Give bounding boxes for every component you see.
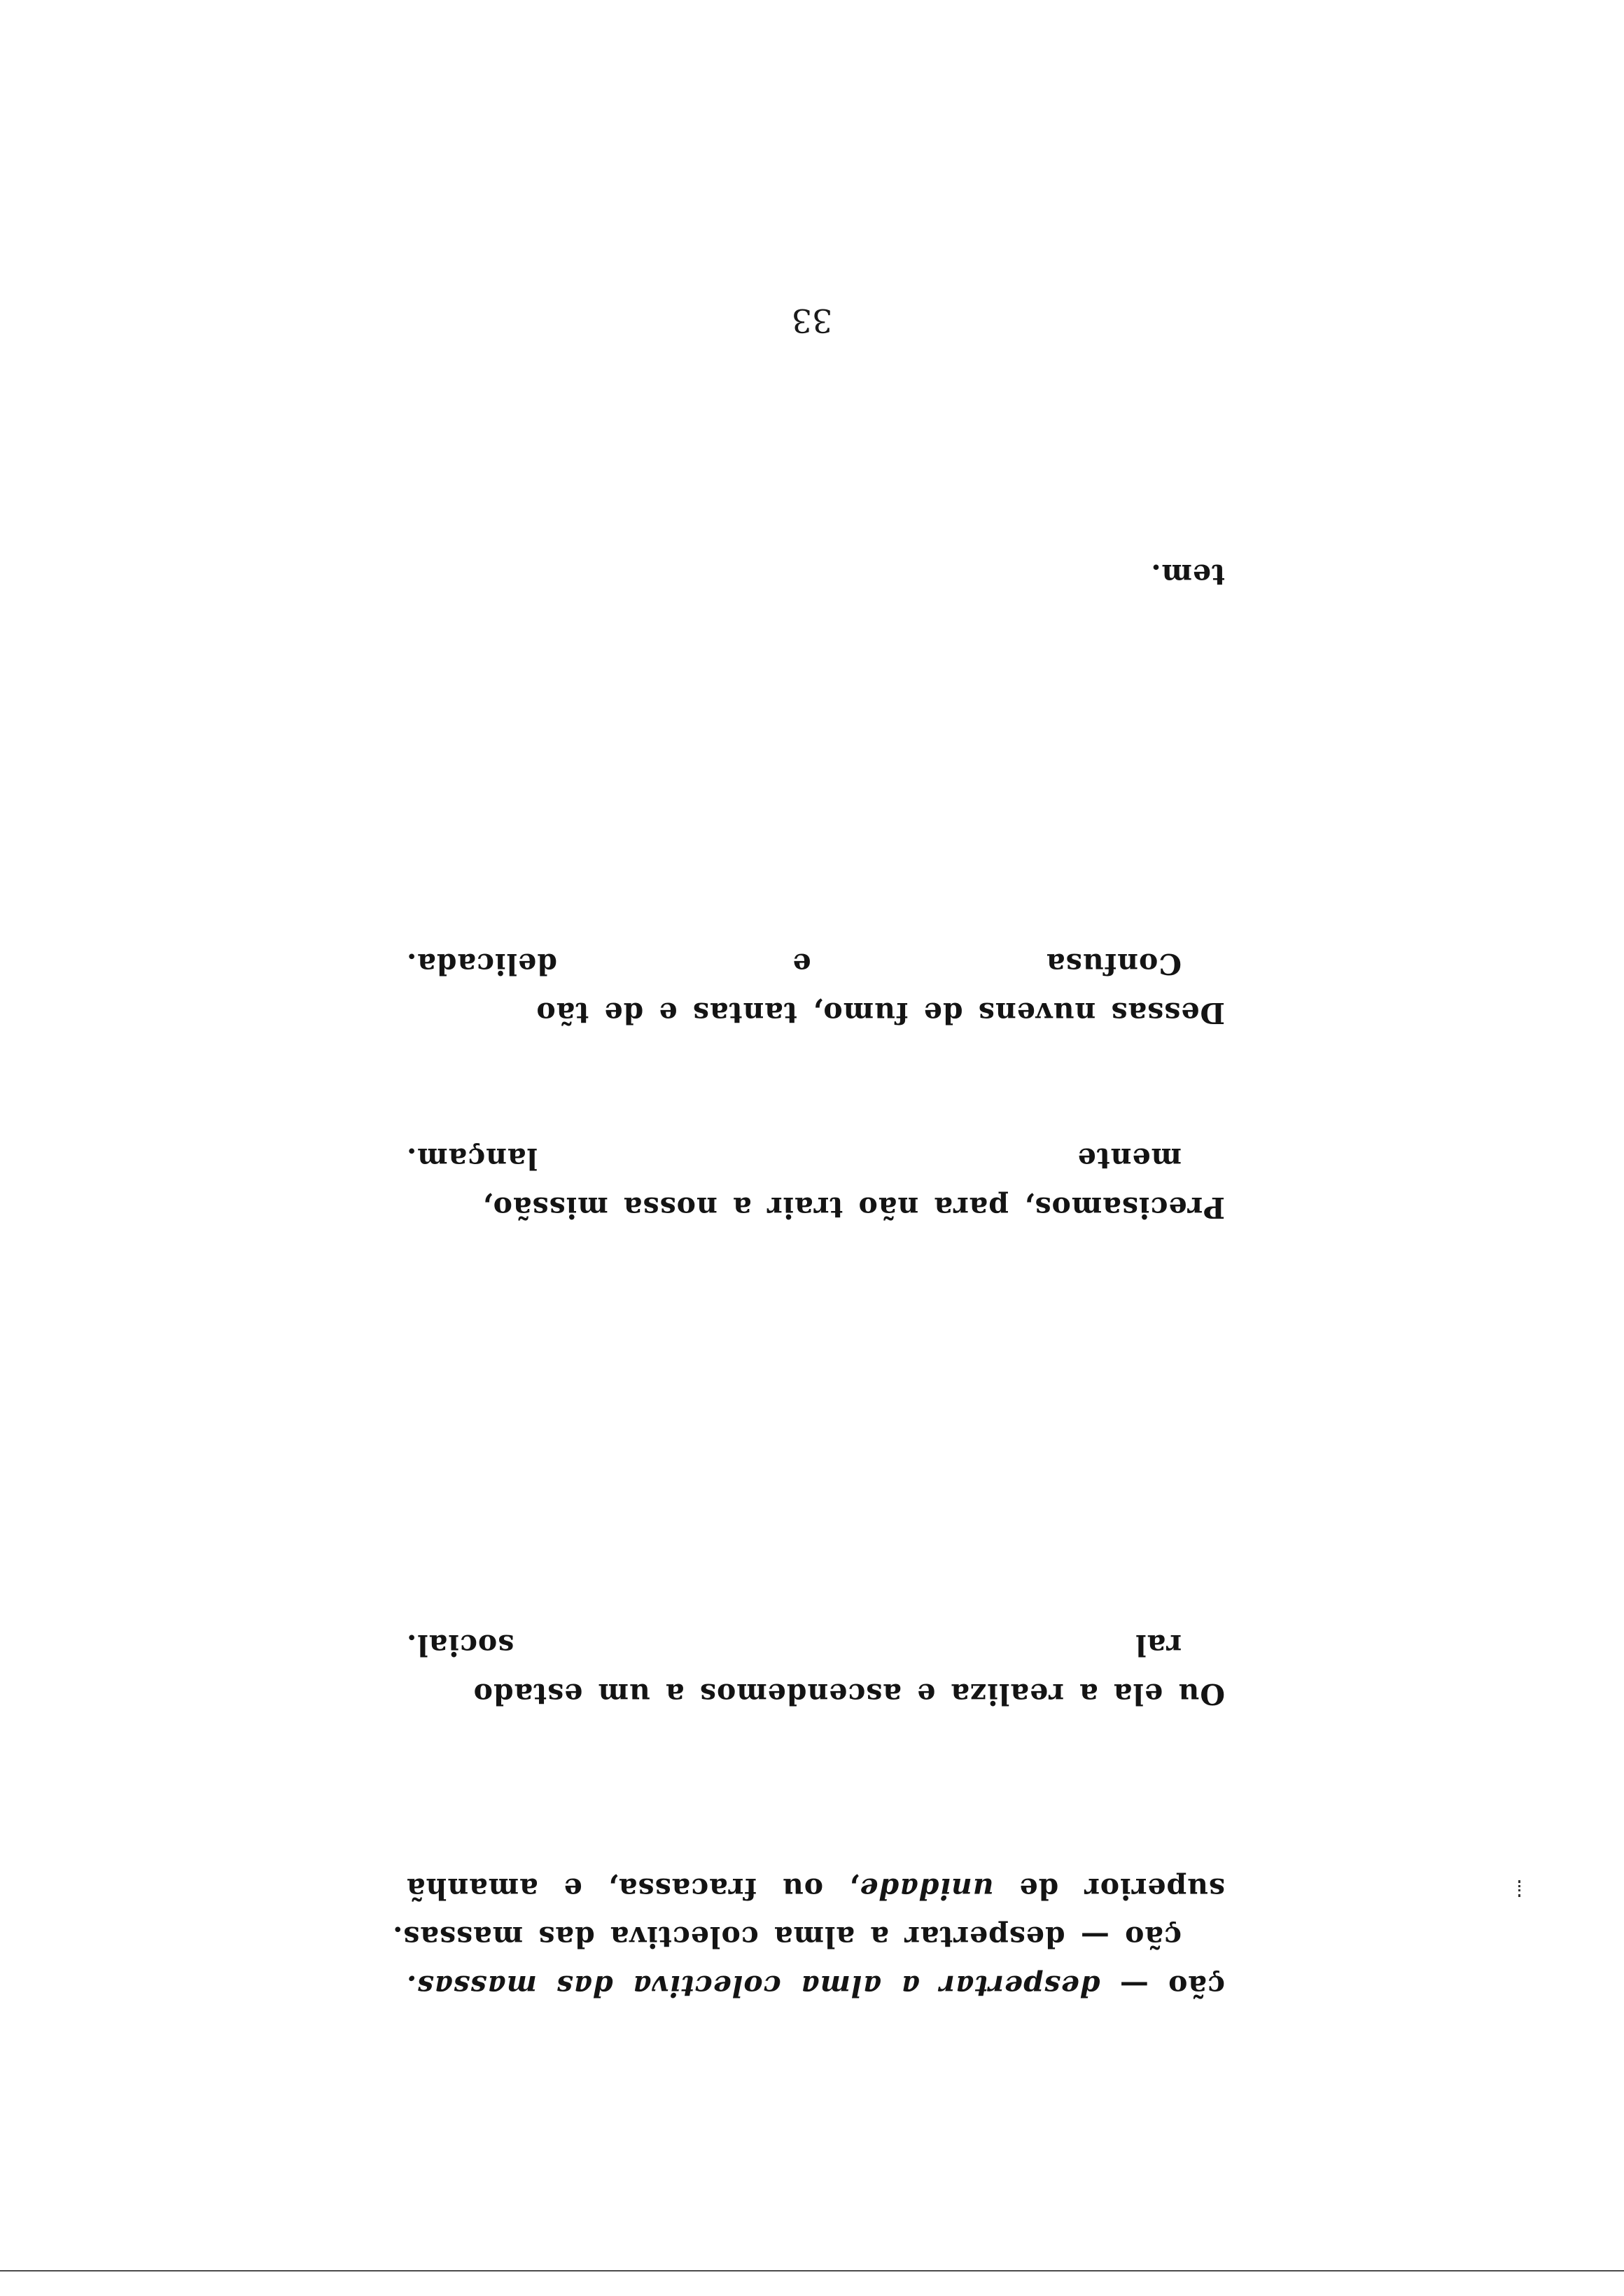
text-line	[406, 1086, 1225, 1135]
text-line: Confusa e delicada.	[406, 947, 1182, 981]
text-line	[406, 1718, 1225, 1767]
text-line: Ou ela a realiza e ascendemos a um estado	[472, 1677, 1225, 1711]
text-line	[406, 2010, 1225, 2059]
emphasis-text: despertar a alma colectiva das massas.	[406, 1969, 1100, 2003]
text-line	[406, 794, 1225, 843]
text-line	[406, 1037, 1225, 1086]
text-line: ção — despertar a alma colectiva das massas.	[392, 1920, 1182, 1954]
text-line	[406, 1815, 1225, 1864]
text-run: ção —	[1100, 1969, 1225, 2003]
text-line	[406, 745, 1225, 794]
text-line	[406, 648, 1225, 696]
text-line	[406, 1475, 1225, 1524]
page-number: 33	[791, 302, 833, 340]
body-text	[392, 550, 1225, 2107]
text-run: , ou fracassa, e amanhã	[406, 1872, 860, 1905]
scan-speck	[1518, 1880, 1526, 1897]
text-line	[406, 1329, 1225, 1378]
text-line	[406, 891, 1225, 940]
text-line: Precisamos, para não trair a nossa missão,	[482, 1191, 1225, 1224]
text-line	[406, 2059, 1225, 2108]
text-line	[406, 1426, 1225, 1475]
text-line	[406, 1864, 1225, 1913]
emphasis-text: unidade	[859, 1872, 994, 1905]
text-line	[406, 842, 1225, 891]
text-line	[406, 1378, 1225, 1427]
text-line	[406, 1767, 1225, 1816]
scan-edge-rule	[0, 2270, 1624, 2272]
text-line	[406, 599, 1225, 648]
text-line	[406, 1523, 1225, 1572]
text-line: ral social.	[406, 1628, 1182, 1662]
text-line: Dessas nuvens de fumo, tantas e de tão	[536, 996, 1225, 1030]
text-line: mente lançam.	[406, 1142, 1182, 1176]
text-line	[406, 1961, 1225, 2010]
text-line: tem.	[1150, 558, 1225, 592]
text-line	[406, 696, 1225, 746]
text-line	[406, 1572, 1225, 1621]
text-line	[406, 1231, 1225, 1280]
text-line	[406, 1280, 1225, 1329]
text-run: superior de	[993, 1872, 1225, 1905]
